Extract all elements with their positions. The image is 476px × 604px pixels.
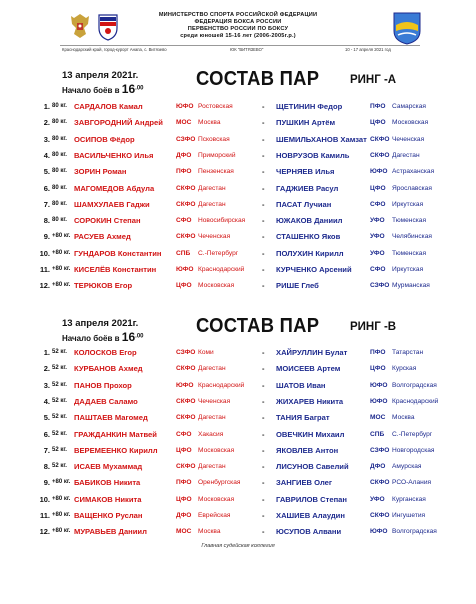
blue-corner-district: ПФО — [370, 103, 386, 110]
weight-class: 80 кг. — [52, 217, 67, 224]
blue-corner-region: Курская — [392, 365, 417, 373]
red-corner-district: СПБ — [176, 249, 191, 257]
blue-corner-name: ЖИХАРЕВ Никита — [276, 396, 344, 406]
section-title: СОСТАВ ПАР — [196, 315, 320, 337]
blue-corner-region: Краснодарский — [392, 397, 439, 405]
blue-corner-district: УФО — [370, 217, 385, 225]
blue-corner-district: ЮФО — [370, 397, 388, 405]
bout-row — [0, 116, 476, 130]
red-corner-name: ЗОРИН Роман — [74, 167, 127, 177]
blue-corner-district: СКФО — [370, 479, 390, 487]
start-hour: 16 — [121, 82, 136, 96]
blue-corner-district: МОС — [370, 414, 386, 422]
blue-corner-district: ЮФО — [370, 528, 388, 536]
red-corner-district: ЮФО — [176, 381, 194, 389]
red-corner-region: Московская — [198, 446, 235, 454]
red-corner-name: КИСЕЛЁВ Константин — [74, 265, 157, 274]
blue-corner-district: ЦФО — [370, 119, 386, 127]
bout-row — [0, 133, 476, 147]
versus-dash: - — [262, 248, 265, 258]
weight-class: +80 кг. — [52, 479, 71, 486]
red-corner-district: ЦФО — [176, 282, 192, 290]
versus-dash: - — [262, 199, 265, 209]
versus-dash: - — [262, 445, 265, 455]
bout-number: 5. — [43, 167, 50, 177]
red-corner-name: БАБИКОВ Никита — [74, 478, 141, 488]
red-corner-district: МОС — [176, 528, 192, 536]
blue-corner-district: ПФО — [370, 349, 386, 356]
blue-corner-region: Дагестан — [392, 151, 420, 159]
blue-corner-district: СКФО — [370, 512, 390, 519]
blue-corner-region: Челябинская — [392, 233, 432, 241]
bout-number: 4. — [43, 150, 50, 160]
blue-corner-name: ЗАНГИЕВ Олег — [276, 478, 333, 488]
red-corner-district: ЦФО — [176, 495, 192, 503]
blue-corner-region: Астраханская — [392, 168, 435, 176]
red-corner-region: Московская — [198, 282, 235, 290]
red-corner-district: ЮФО — [176, 266, 194, 273]
blue-corner-name: ХАЙРУЛЛИН Булат — [276, 348, 348, 357]
red-corner-name: ШАМХУЛАЕВ Гаджи — [74, 199, 150, 209]
versus-dash: - — [262, 265, 265, 274]
event-venue: ЮК "ВИТЯЗЕВО" — [230, 47, 264, 52]
red-corner-name: ПАНОВ Прохор — [74, 380, 132, 390]
red-corner-name: ГРАЖДАНКИН Матвей — [74, 429, 157, 439]
bout-row — [0, 198, 476, 212]
red-corner-name: ЗАВГОРОДНИЙ Андрей — [74, 118, 163, 128]
blue-corner-district: ЮФО — [370, 381, 388, 389]
blue-corner-district: СЗФО — [370, 446, 390, 454]
blue-corner-district: ЮФО — [370, 168, 388, 176]
red-corner-name: ТЕРЮКОВ Егор — [74, 281, 133, 291]
event-info-bar — [60, 45, 420, 52]
red-corner-region: Еврейская — [198, 512, 231, 519]
red-corner-name: СИМАКОВ Никита — [74, 494, 142, 504]
versus-dash: - — [262, 511, 265, 520]
blue-corner-region: Тюменская — [392, 249, 427, 257]
bout-number: 1. — [43, 348, 50, 357]
versus-dash: - — [262, 462, 265, 472]
blue-corner-name: НОВРУЗОВ Камиль — [276, 150, 350, 160]
blue-corner-region: С.-Петербург — [392, 430, 433, 438]
red-corner-region: Ростовская — [198, 103, 233, 110]
red-corner-district: ЮФО — [176, 103, 194, 110]
blue-corner-region: РСО-Алания — [392, 479, 432, 487]
versus-dash: - — [262, 380, 265, 390]
bout-number: 8. — [43, 462, 50, 472]
blue-corner-district: СКФО — [370, 135, 390, 143]
red-corner-name: ВЕРЕМЕЕНКО Кирилл — [74, 445, 158, 455]
blue-corner-name: ПОЛУХИН Кирилл — [276, 248, 344, 258]
red-corner-region: Приморский — [198, 151, 236, 159]
weight-class: +80 кг. — [52, 512, 71, 518]
section-date: 13 апреля 2021г. — [62, 70, 139, 81]
versus-dash: - — [262, 118, 265, 128]
weight-class: 52 кг. — [52, 397, 67, 404]
bout-number: 3. — [43, 134, 50, 144]
red-corner-region: Дагестан — [198, 414, 226, 422]
bout-number: 5. — [43, 413, 50, 423]
bout-number: 12. — [39, 281, 50, 291]
red-corner-name: РАСУЕВ Ахмед — [74, 232, 131, 242]
bout-row — [0, 279, 476, 293]
weight-class: 80 кг. — [52, 135, 67, 142]
red-corner-district: ДФО — [176, 151, 192, 159]
red-corner-name: МАГОМЕДОВ Абдула — [74, 183, 155, 193]
red-corner-region: Хакасия — [198, 430, 224, 438]
bout-row — [0, 149, 476, 163]
event-dates: 10 - 17 апреля 2021 год — [345, 47, 391, 52]
red-corner-name: ДАДАЕВ Саламо — [74, 396, 138, 406]
blue-corner-region: Ингушетия — [392, 512, 426, 519]
blue-corner-region: Мурманская — [392, 282, 430, 290]
bout-row — [0, 525, 476, 539]
red-corner-district: СФО — [176, 430, 192, 438]
versus-dash: - — [262, 413, 265, 423]
blue-corner-region: Курганская — [392, 495, 426, 503]
red-corner-name: ИСАЕВ Мухаммад — [74, 462, 143, 472]
red-corner-district: СКФО — [176, 365, 196, 373]
blue-corner-district: УФО — [370, 249, 385, 257]
bout-row — [0, 263, 476, 277]
red-corner-name: ОСИПОВ Фёдор — [74, 134, 135, 144]
event-location: Краснодарский край, город-курорт Анапа, с. Витязево — [62, 47, 167, 52]
blue-corner-region: Чеченская — [392, 135, 425, 143]
red-corner-district: ПФО — [176, 168, 192, 176]
weight-class: +80 кг. — [52, 233, 71, 240]
red-corner-region: Дагестан — [198, 200, 226, 208]
bout-number: 12. — [39, 527, 50, 537]
bout-number: 7. — [43, 445, 50, 455]
red-corner-region: Новосибирская — [198, 217, 246, 225]
bout-row — [0, 346, 476, 360]
bout-number: 10. — [39, 494, 50, 504]
red-corner-name: КУРБАНОВ Ахмед — [74, 364, 143, 374]
blue-corner-name: ЮЖАКОВ Даниил — [276, 216, 343, 226]
bout-row — [0, 230, 476, 244]
blue-corner-region: Амурская — [392, 463, 422, 471]
blue-corner-district: СКФО — [370, 151, 390, 159]
blue-corner-district: ДФО — [370, 463, 386, 471]
bout-number: 8. — [43, 216, 50, 226]
ministry-line: МИНИСТЕРСТВО СПОРТА РОССИЙСКОЙ ФЕДЕРАЦИИ — [158, 12, 318, 18]
start-label: Начало боёв в — [62, 86, 120, 95]
red-corner-district: СКФО — [176, 184, 196, 192]
blue-corner-region: Московская — [392, 119, 429, 127]
red-corner-region: Дагестан — [198, 365, 226, 373]
bout-row — [0, 395, 476, 409]
bout-number: 7. — [43, 199, 50, 209]
blue-corner-region: Иркутская — [392, 200, 424, 208]
section-title: СОСТАВ ПАР — [196, 68, 320, 90]
blue-corner-region: Москва — [392, 414, 415, 422]
weight-class: 52 кг. — [52, 349, 67, 355]
versus-dash: - — [262, 396, 265, 406]
weight-class: 80 кг. — [52, 119, 67, 126]
weight-class: 80 кг. — [52, 168, 67, 175]
blue-corner-district: СФО — [370, 200, 386, 208]
bout-number: 9. — [43, 478, 50, 488]
blue-corner-district: УФО — [370, 495, 385, 503]
red-corner-name: ВАЩЕНКО Руслан — [74, 511, 143, 520]
versus-dash: - — [262, 167, 265, 177]
blue-corner-region: Татарстан — [392, 349, 424, 356]
red-corner-name: МУРАВЬЕВ Даниил — [74, 527, 147, 537]
versus-dash: - — [262, 102, 265, 111]
weight-class: 80 кг. — [52, 151, 67, 158]
versus-dash: - — [262, 134, 265, 144]
bout-row — [0, 362, 476, 376]
bout-row — [0, 100, 476, 114]
versus-dash: - — [262, 216, 265, 226]
start-time: Начало боёв в $16^{.00}$ — [62, 330, 144, 344]
versus-dash: - — [262, 478, 265, 488]
bout-row — [0, 214, 476, 228]
blue-corner-name: ЩЕТИНИН Федор — [276, 102, 343, 111]
bout-row — [0, 428, 476, 442]
red-corner-region: С.-Петербург — [198, 249, 239, 257]
red-corner-district: МОС — [176, 119, 192, 127]
blue-corner-region: Самарская — [392, 103, 426, 110]
bout-number: 3. — [43, 380, 50, 390]
red-corner-region: Москва — [198, 119, 221, 127]
blue-corner-name: ШЕМИЛЬХАНОВ Хамзат — [276, 134, 367, 144]
bout-row — [0, 165, 476, 179]
start-minute: 00 — [136, 85, 144, 92]
red-corner-district: СКФО — [176, 397, 196, 405]
section-date: 13 апреля 2021г. — [62, 318, 139, 329]
blue-corner-name: ГАДЖИЕВ Расул — [276, 183, 339, 193]
blue-corner-name: ЮСУПОВ Алвани — [276, 527, 342, 537]
championship-line: ПЕРВЕНСТВО РОССИИ ПО БОКСУ — [187, 26, 289, 32]
blue-corner-name: ЛИСУНОВ Савелий — [276, 462, 349, 472]
red-corner-region: Чеченская — [198, 233, 231, 241]
weight-class: 52 кг. — [52, 381, 67, 388]
red-corner-district: СКФО — [176, 200, 196, 208]
start-time: Начало боёв в $16^{.00}$ — [62, 82, 144, 96]
versus-dash: - — [262, 527, 265, 537]
blue-corner-district: СПБ — [370, 430, 385, 438]
weight-class: 80 кг. — [52, 184, 67, 191]
bout-row — [0, 460, 476, 474]
bout-number: 10. — [39, 248, 50, 258]
bout-row — [0, 411, 476, 425]
red-corner-name: ПАШТАЕВ Магомед — [74, 413, 148, 423]
blue-corner-name: ТАНИЯ Баграт — [276, 413, 330, 423]
blue-corner-name: ПАСАТ Лучиан — [276, 199, 332, 209]
blue-corner-district: СФО — [370, 266, 386, 273]
red-corner-district: ЦФО — [176, 446, 192, 454]
bout-row — [0, 247, 476, 261]
blue-corner-name: ГАВРИЛОВ Степан — [276, 494, 347, 504]
versus-dash: - — [262, 183, 265, 193]
red-corner-name: САРДАЛОВ Камал — [74, 102, 143, 111]
bout-number: 11. — [39, 265, 50, 274]
blue-corner-name: МОИСЕЕВ Артем — [276, 364, 341, 374]
start-minute: 00 — [136, 333, 144, 340]
anapa-coat-of-arms-icon — [392, 11, 422, 45]
red-corner-region: Псковская — [198, 135, 230, 143]
red-corner-name: ГУНДАРОВ Константин — [74, 248, 162, 258]
ring-label: РИНГ -В — [350, 321, 397, 333]
blue-corner-name: ПУШКИН Артём — [276, 118, 336, 128]
red-corner-region: Дагестан — [198, 463, 226, 471]
red-corner-district: СКФО — [176, 414, 196, 422]
blue-corner-name: КУРЧЕНКО Арсений — [276, 265, 352, 274]
versus-dash: - — [262, 281, 265, 291]
red-corner-region: Пензенская — [198, 168, 234, 176]
start-hour: 16 — [121, 330, 136, 344]
versus-dash: - — [262, 348, 265, 357]
red-corner-region: Оренбургская — [198, 479, 241, 487]
red-corner-district: ДФО — [176, 512, 192, 519]
red-corner-region: Коми — [198, 349, 214, 356]
red-corner-region: Чеченская — [198, 397, 231, 405]
blue-corner-name: ШАТОВ Иван — [276, 380, 326, 390]
red-corner-district: ПФО — [176, 479, 192, 487]
blue-corner-name: РИШЕ Глеб — [276, 281, 319, 291]
federation-line: ФЕДЕРАЦИЯ БОКСА РОССИИ — [194, 19, 282, 25]
bout-row — [0, 182, 476, 196]
blue-corner-name: ОВЕЧКИН Михаил — [276, 429, 345, 439]
weight-class: 52 кг. — [52, 446, 67, 453]
ring-label: РИНГ -А — [350, 74, 397, 86]
bout-number: 6. — [43, 429, 50, 439]
blue-corner-name: СТАШЕНКО Яков — [276, 232, 341, 242]
red-corner-district: СЗФО — [176, 349, 196, 356]
blue-corner-region: Тюменская — [392, 217, 427, 225]
bout-row — [0, 476, 476, 490]
weight-class: 80 кг. — [52, 103, 67, 109]
bout-number: 6. — [43, 183, 50, 193]
bout-row — [0, 444, 476, 458]
red-corner-district: СФО — [176, 217, 192, 225]
weight-class: +80 кг. — [52, 249, 71, 256]
red-corner-region: Московская — [198, 495, 235, 503]
blue-corner-name: ХАШИЕВ Алаудин — [276, 511, 345, 520]
weight-class: +80 кг. — [52, 282, 71, 289]
document-header — [0, 6, 476, 48]
blue-corner-district: ЦФО — [370, 184, 386, 192]
bout-row — [0, 379, 476, 393]
red-corner-name: КОЛОСКОВ Егор — [74, 348, 137, 357]
red-corner-region: Дагестан — [198, 184, 226, 192]
versus-dash: - — [262, 429, 265, 439]
bout-number: 4. — [43, 396, 50, 406]
red-corner-name: ВАСИЛЬЧЕНКО Илья — [74, 150, 154, 160]
weight-class: 52 кг. — [52, 365, 67, 372]
versus-dash: - — [262, 232, 265, 242]
weight-class: +80 кг. — [52, 495, 71, 502]
weight-class: 80 кг. — [52, 200, 67, 207]
bout-row — [0, 493, 476, 507]
versus-dash: - — [262, 494, 265, 504]
red-corner-district: СКФО — [176, 463, 196, 471]
bout-number: 1. — [43, 102, 50, 111]
bout-number: 2. — [43, 118, 50, 128]
blue-corner-name: ЯКОВЛЕВ Антон — [276, 445, 339, 455]
start-label: Начало боёв в — [62, 334, 120, 343]
chief-judges-signature: Главная судейская коллегия — [201, 543, 275, 549]
blue-corner-district: ЦФО — [370, 365, 386, 373]
red-corner-district: СКФО — [176, 233, 196, 241]
blue-corner-name: ЧЕРНЯЕВ Илья — [276, 167, 335, 177]
versus-dash: - — [262, 150, 265, 160]
bout-row — [0, 509, 476, 523]
blue-corner-district: СЗФО — [370, 282, 390, 290]
blue-corner-region: Иркутская — [392, 266, 424, 273]
blue-corner-region: Ярославская — [392, 184, 432, 192]
weight-class: 52 кг. — [52, 430, 67, 437]
age-group-line: среди юношей 15-16 лет (2006-2005г.р.) — [180, 33, 296, 39]
weight-class: +80 кг. — [52, 266, 71, 272]
bout-number: 2. — [43, 364, 50, 374]
red-corner-region: Москва — [198, 528, 221, 536]
red-corner-district: СЗФО — [176, 135, 196, 143]
blue-corner-region: Волгоградская — [392, 381, 437, 389]
red-corner-name: СОРОКИН Степан — [74, 216, 141, 226]
red-corner-region: Краснодарский — [198, 381, 245, 389]
blue-corner-region: Новгородская — [392, 446, 435, 454]
weight-class: 52 кг. — [52, 463, 67, 470]
versus-dash: - — [262, 364, 265, 374]
blue-corner-region: Волгоградская — [392, 528, 437, 536]
weight-class: 52 кг. — [52, 414, 67, 421]
bout-number: 11. — [39, 511, 50, 520]
weight-class: +80 кг. — [52, 528, 71, 535]
bout-number: 9. — [43, 232, 50, 242]
red-corner-region: Краснодарский — [198, 266, 245, 273]
blue-corner-district: УФО — [370, 233, 385, 241]
